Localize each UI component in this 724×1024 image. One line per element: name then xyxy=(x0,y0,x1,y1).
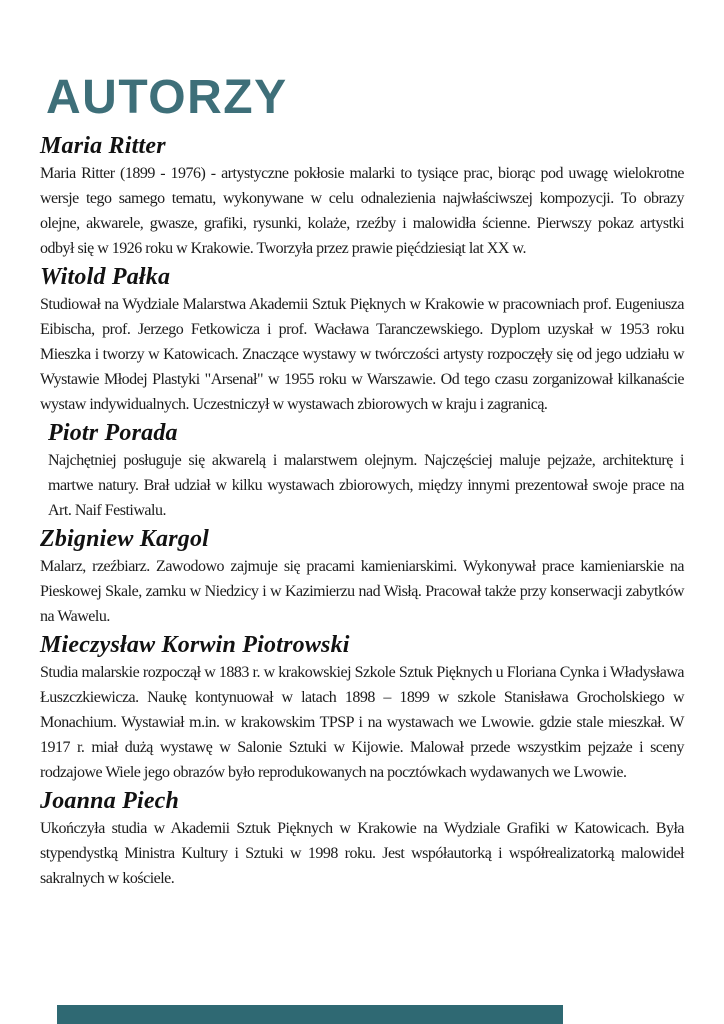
author-name-heading: Maria Ritter xyxy=(40,133,166,159)
footer-accent-bar xyxy=(57,1005,563,1024)
author-bio-text: Maria Ritter (1899 - 1976) - artystyczne pokłosie malarki to tysiące prac, biorąc pod uwagę wielokrotne wersje tego samego tematu, wykonywane w celu odnalezienia najwłaściwszej kompozycji. To obrazy olejne, akwarele, gwasze, grafiki, rysunki, kolaże, rzeźby i malowidła ścienne. Pierwszy pokaz artystki odbył się w 1926 roku w Krakowie. Tworzyła przez prawie pięćdziesiąt lat XX w. xyxy=(40,165,684,257)
page-title: AUTORZY xyxy=(46,71,288,124)
author-section-witold-palka xyxy=(40,263,684,417)
author-bio-text: Studiował na Wydziale Malarstwa Akademii Sztuk Pięknych w Krakowie w pracowniach prof. Eugeniusza Eibischa, prof. Jerzego Fetkowicza i prof. Wacława Taranczewskiego. Dyplom uzyskał w 1953 roku Mieszka i tworzy w Katowicach. Znaczące wystawy w twórczości artysty rozpoczęły się od jego udziału w Wystawie Młodej Plastyki "Arsenał" w 1955 roku w Warszawie. Od tego czasu zorganizował kilkanaście wystaw indywidualnych. Uczestniczył w wystawach zbiorowych w kraju i zagranicą. xyxy=(40,296,684,413)
author-name-heading: Zbigniew Kargol xyxy=(40,526,210,552)
author-bio-text: Ukończyła studia w Akademii Sztuk Pięknych w Krakowie na Wydziale Grafiki w Katowicach. Była stypendystką Ministra Kultury i Sztuki w 1998 roku. Jest współautorką i współrealizatorką malowideł sakralnych w kościele. xyxy=(40,820,684,887)
author-name-heading: Joanna Piech xyxy=(40,788,180,814)
author-section-piotr-porada xyxy=(40,419,684,523)
author-bio-text: Malarz, rzeźbiarz. Zawodowo zajmuje się pracami kamieniarskimi. Wykonywał prace kamieniarskie na Pieskowej Skale, zamku w Niedzicy i w Kazimierzu nad Wisłą. Pracował także przy konserwacji zabytków na Wawelu. xyxy=(40,558,684,625)
author-section-maria-ritter xyxy=(40,132,684,261)
author-bio-text: Studia malarskie rozpoczął w 1883 r. w krakowskiej Szkole Sztuk Pięknych u Floriana Cynka i Władysława Łuszczkiewicza. Naukę kontynuował w latach 1898 – 1899 w szkole Stanisława Grocholskiego w Monachium. Wystawiał m.in. w krakowskim TPSP i na wystawach we Lwowie. gdzie stale mieszkał. W 1917 r. miał dużą wystawę w Salonie Sztuki w Kijowie. Malował przede wszystkim pejzaże i sceny rodzajowe Wiele jego obrazów było reprodukowanych na pocztówkach wydawanych we Lwowie. xyxy=(40,664,684,781)
author-section-mieczyslaw-korwin-piotrowski xyxy=(40,631,684,785)
author-section-zbigniew-kargol xyxy=(40,525,684,629)
author-name-heading: Witold Pałka xyxy=(40,264,171,290)
author-bio-text: Najchętniej posługuje się akwarelą i malarstwem olejnym. Najczęściej maluje pejzaże, architekturę i martwe natury. Brał udział w kilku wystawach zbiorowych, między innymi prezentował swoje prace na Art. Naif Festiwalu. xyxy=(48,452,684,519)
author-name-heading: Mieczysław Korwin Piotrowski xyxy=(40,632,350,658)
author-section-joanna-piech xyxy=(40,787,684,891)
author-name-heading: Piotr Porada xyxy=(48,420,178,446)
